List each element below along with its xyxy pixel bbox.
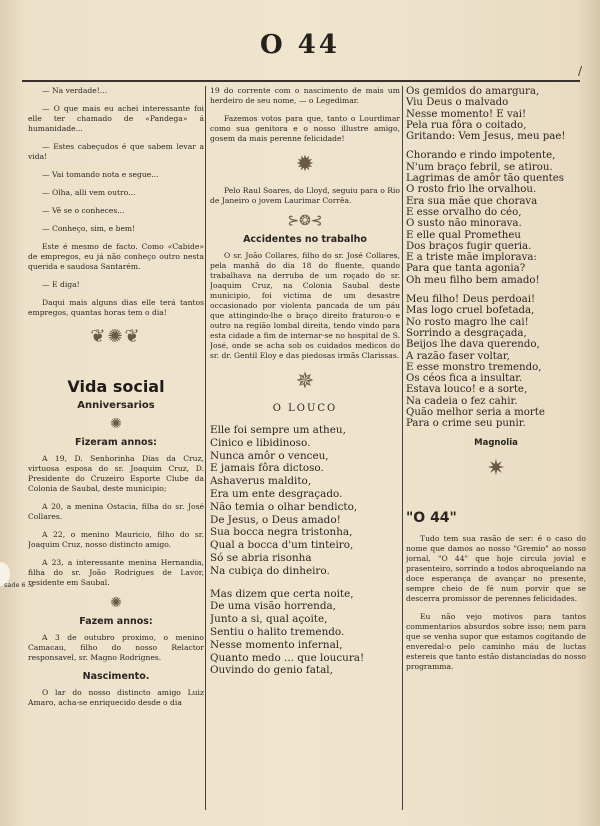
margin-mark: /	[577, 64, 582, 78]
poem-line: Mas dizem que certa noite,	[210, 587, 354, 600]
ornament-divider-icon: ⊱❂⊰	[287, 213, 323, 229]
section-title-vida-social: Vida social	[67, 377, 165, 396]
header-rule	[22, 80, 580, 82]
anniversary-entry: A 20, a menina Ostacia, filha do sr. José Collares.	[28, 502, 204, 521]
poem-stanza	[406, 150, 586, 286]
poem-stanza	[210, 424, 400, 578]
sun-ornament-icon: ✺	[110, 595, 122, 611]
poem-line: Qual a bocca d'um tinteiro,	[210, 539, 354, 552]
poem-line: Nesse momento! E vai!	[406, 108, 527, 120]
edge-fragment: sade 6 .e	[4, 581, 34, 589]
ornament-divider-icon: ❦✺❦	[90, 326, 142, 347]
heading-fizeram-annos: Fizeram annos:	[75, 437, 157, 448]
poem-line: Meu filho! Deus perdoai!	[406, 294, 536, 306]
article-paragraph: Eu não vejo motivos para tantos commentarios absurdos sobre isso; nem para que se venha supor que estamos cogitando de enveredal-o pelo caminho máu de luctas estereis que tanto estão distanciadas do nosso programma.	[406, 611, 586, 671]
wish-paragraph: Fazemos votos para que, tanto o Lourdimar como sua genitora e o nosso illustre amigo, gosem da mais perenne felicidade!	[210, 114, 400, 143]
poem-line: Só se abria risonha	[210, 551, 312, 564]
poem-line: Gritando: Vem Jesus, meu pae!	[406, 131, 566, 143]
heading-fazem-annos: Fazem annos:	[79, 616, 153, 627]
dialog-line: — Olha, alli vem outro...	[42, 188, 136, 197]
poem-line: Ouvindo do genio fatal,	[210, 664, 333, 677]
poem-line: O rosto frio lhe orvalhou.	[406, 184, 537, 196]
sun-ornament-icon: ✺	[110, 416, 122, 432]
poem-line: Pela rua fôra o coitado,	[406, 119, 527, 131]
column-divider-left	[205, 86, 206, 810]
dialog-line: — Vê se o conheces...	[42, 206, 125, 215]
poem-line: Mas logo cruel bofetada,	[406, 305, 535, 317]
poem-line: De Jesus, o Deus amado!	[210, 513, 341, 526]
poem-line: Quanto medo ... que loucura!	[210, 651, 365, 664]
accident-report: O sr. João Collares, filho do sr. José Collares, pela manhã do dia 18 do fluente, quando trabalhava na derruba de um roçado do sr. Joaquim Cruz, na Colonia Saubal deste municipio, foi victima de um desastre occasionado por violenta pancada de um páu que attingindo-lhe o braço direito fraturou-o e outro na região lombal direita, tendo vindo para esta cidade a fim de internar-se no hospital de S. José, onde se acha sob os cuidados medicos do sr. dr. Gentil Eloy e das piedosas irmãs Clarissas.	[210, 251, 400, 360]
poem-line: Os céos fica a insultar.	[406, 373, 523, 385]
poem-line: N'um braço febril, se atirou.	[406, 161, 553, 173]
poem-stanza	[210, 588, 400, 678]
column-left	[28, 86, 204, 812]
poem-line: Cinico e libidinoso.	[210, 436, 311, 449]
heading-nascimento: Nascimento.	[82, 671, 150, 682]
poem-line: Sorrindo a desgraçada,	[406, 327, 527, 339]
poem-line: Ashaverus maldito,	[210, 475, 312, 488]
poem-line: Viu Deus o malvado	[406, 97, 509, 109]
poem-line: Dos braços fugir queria.	[406, 240, 532, 252]
dialog-line: — Conheço, sim, e bem!	[42, 224, 136, 233]
poem-line: Lagrimas de amôr tão quentes	[406, 173, 565, 185]
page-title: O 44	[260, 30, 340, 60]
travel-note: Pelo Raul Soares, do Lloyd, seguiu para o Rio de Janeiro o jovem Laurimar Corrêa.	[210, 186, 400, 205]
dialog-line: — O que mais eu achei interessante foi elle ter chamado de «Pandega» á humanidade...	[28, 104, 204, 133]
sun-ornament-icon: ✹	[295, 152, 315, 177]
poem-line: E jamais fôra dictoso.	[210, 462, 324, 475]
poem-line: Sentiu o halito tremendo.	[210, 625, 345, 638]
poem-line: Não temia o olhar bendicto,	[210, 500, 358, 513]
poem-line: O susto não minorava.	[406, 218, 522, 230]
column-right	[406, 86, 586, 812]
poem-line: Na cubiça do dinheiro.	[210, 564, 330, 577]
dialog-line: Este é mesmo de facto. Como «Cabide» de empregos, eu já não conheço outro nesta querida e saudosa Santarém.	[28, 242, 204, 271]
star-ornament-icon: ✵	[295, 369, 315, 394]
poem-line: E esse orvalho do céo,	[406, 206, 522, 218]
poem-line: No rosto magro lhe cai!	[406, 316, 529, 328]
poem-stanza	[406, 294, 586, 430]
article-paragraph: Tudo tem sua rasão de ser: é o caso do nome que damos ao nosso "Gremio" ao nosso jornal, "O 44" que hoje circula jovial e prasenteiro, sorrindo a todos abroquelando na doce esperança de avançar no presente, sempre cheio de fé num porvir que se descerra promissor de perennes felicidades.	[406, 533, 586, 603]
poem-line: Era sua mãe que chorava	[406, 195, 538, 207]
section-subtitle-anniversarios: Anniversarios	[77, 400, 155, 411]
anniversary-entry: A 19, D. Senhorinha Dias da Cruz, virtuosa esposa do sr. Joaquim Cruz, D. Presidente do Cruzeiro Esporte Clube da Colonia de Saubal, deste municipio;	[28, 454, 204, 493]
anniversary-entry: A 22, o menino Mauricio, filho do sr. Joaquim Cruz, nosso distincto amigo.	[28, 530, 204, 549]
birth-continuation: 19 do corrente com o nascimento de mais um herdeiro de seu nome, — o Legedimar.	[210, 86, 400, 105]
poem-line: E esse monstro tremendo,	[406, 361, 542, 373]
poem-line: Sua bocca negra tristonha,	[210, 526, 353, 539]
poem-line: A razão faser voltar,	[406, 350, 510, 362]
poem-line: Chorando e rindo impotente,	[406, 150, 556, 162]
poem-line: E a triste mãe implorava:	[406, 252, 537, 264]
poem-line: Estava louco! e a sorte,	[406, 384, 528, 396]
poem-line: Elle foi sempre um atheu,	[210, 424, 346, 436]
article-title-o44: "O 44"	[406, 509, 457, 526]
anniversary-entry: A 3 de outubro proximo, o menino Camacau, filho do nosso Relactor responsavel, sr. Magno Rodrignes.	[28, 633, 204, 662]
poem-line: Para o crime seu punir.	[406, 418, 526, 430]
dialog-line: — E diga!	[42, 280, 80, 289]
poem-line: Junto a si, qual açoite,	[210, 613, 328, 626]
dialog-line: — Vai tomando nota e segue...	[42, 170, 159, 179]
poem-line: Para que tanta agonia?	[406, 263, 526, 275]
dialog-line: Daqui mais alguns dias elle terá tantos empregos, quantas horas tem o dia!	[28, 298, 204, 317]
poem-line: Nesse momento infernal,	[210, 638, 343, 651]
poem-line: Quão melhor seria a morte	[406, 407, 545, 419]
column-divider-right	[402, 86, 403, 810]
poem-line: Beijos lhe dava querendo,	[406, 339, 540, 351]
poem-line: Oh meu filho bem amado!	[406, 274, 540, 286]
poem-line: Os gemidos do amargura,	[406, 86, 540, 97]
poem-line: Nunca amôr o venceu,	[210, 449, 329, 462]
poem-line: E elle qual Prometheu	[406, 229, 521, 241]
poem-line: Era um ente desgraçado.	[210, 487, 343, 500]
poem-line: Na cadeia o fez cahir.	[406, 395, 518, 407]
poem-title: O LOUCO	[272, 403, 338, 414]
poem-signature: Magnolia	[474, 437, 518, 448]
birth-entry: O lar do nosso distincto amigo Luiz Amaro, acha-se enriquecido desde o dia	[28, 688, 204, 707]
dialog-line: — Estes cabeçudos é que sabem levar a vida!	[28, 142, 204, 161]
column-middle	[210, 86, 400, 812]
dialog-line: — Na verdade!...	[42, 86, 108, 95]
poem-line: De uma visão horrenda,	[210, 600, 336, 613]
heading-accidentes: Accidentes no trabalho	[243, 234, 367, 245]
anniversary-entry: A 23, a interessante menina Hernandia, filha do sr. João Rodrigues de Lavor, residente em Saubal.	[28, 558, 204, 587]
compass-ornament-icon: ✷	[486, 455, 506, 481]
poem-stanza	[406, 86, 586, 142]
